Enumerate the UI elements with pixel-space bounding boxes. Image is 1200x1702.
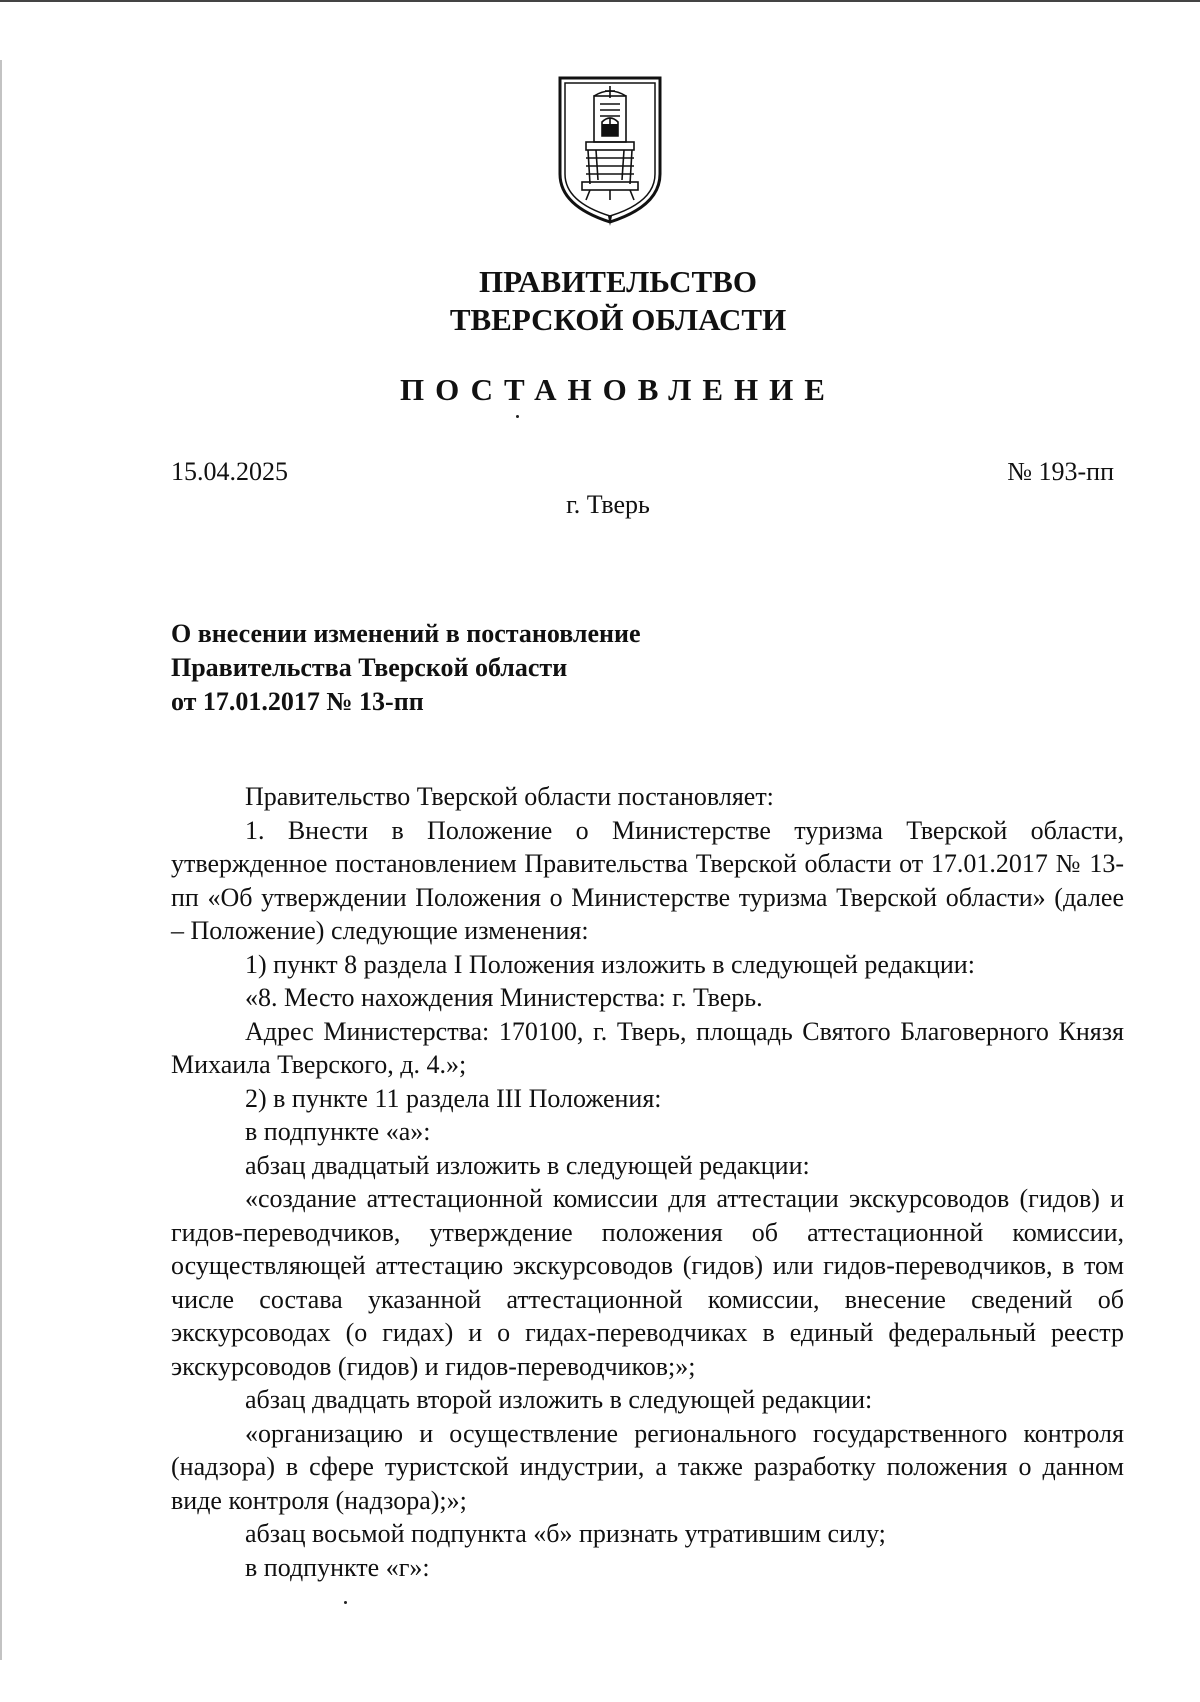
scan-speck	[344, 1601, 347, 1604]
scan-speck	[516, 415, 519, 418]
body-paragraph: «создание аттестационной комиссии для аттестации экскурсоводов (гидов) и гидов-переводчиков, утверждение положения об аттестационной комиссии, осуществляющей аттестацию экскурсоводов (гидов) или гидов-переводчиков, в том числе состава указанной аттестационной комиссии, внесение сведений об экскурсоводах (о гидах) и о гидах-переводчиках в единый федеральный реестр экскурсоводов (гидов) и гидов-переводчиков;»;	[171, 1184, 1124, 1381]
document-city: г. Тверь	[566, 490, 650, 519]
body-paragraph: Адрес Министерства: 170100, г. Тверь, площадь Святого Благоверного Князя Михаила Тверского, д. 4.»;	[171, 1016, 1124, 1079]
document-type-title: ПОСТАНОВЛЕНИЕ	[400, 372, 836, 407]
body-paragraph: 1. Внести в Положение о Министерстве туризма Тверской области, утвержденное постановлением Правительства Тверской области от 17.01.2017 № 13-пп «Об утверждении Положения о Министерстве туризма Тверской области» (далее – Положение) следующие изменения:	[171, 815, 1124, 945]
government-name-line-1: ПРАВИТЕЛЬСТВО	[479, 264, 757, 299]
government-name-line-2: ТВЕРСКОЙ ОБЛАСТИ	[449, 302, 787, 337]
document-number: № 193-пп	[1007, 457, 1114, 486]
body-paragraph: абзац двадцать второй изложить в следующей редакции:	[245, 1385, 873, 1414]
document-body	[171, 780, 1124, 1584]
body-paragraph: абзац восьмой подпункта «б» признать утратившим силу;	[245, 1519, 886, 1548]
scan-edge-top	[0, 0, 1200, 2]
body-paragraph: абзац двадцатый изложить в следующей редакции:	[245, 1150, 810, 1180]
document-date: 15.04.2025	[171, 457, 288, 486]
document-subject	[171, 617, 871, 719]
body-paragraph: «организацию и осуществление регионального государственного контроля (надзора) в сфере туристской индустрии, а также разработку положения о данном виде контроля (надзора);»;	[171, 1418, 1124, 1515]
subject-line: от 17.01.2017 № 13-пп	[171, 687, 424, 716]
body-paragraph: в подпункте «г»:	[245, 1552, 430, 1582]
body-paragraph: 2) в пункте 11 раздела III Положения:	[245, 1083, 662, 1113]
subject-line: О внесении изменений в постановление	[171, 619, 641, 648]
body-paragraph: 1) пункт 8 раздела I Положения изложить в следующей редакции:	[245, 949, 975, 979]
tver-coat-of-arms-icon	[556, 74, 664, 226]
body-paragraph: в подпункте «а»:	[245, 1117, 431, 1146]
body-paragraph: Правительство Тверской области постановляет:	[245, 782, 774, 811]
subject-line: Правительства Тверской области	[171, 653, 568, 682]
body-paragraph: «8. Место нахождения Министерства: г. Тверь.	[245, 983, 763, 1012]
